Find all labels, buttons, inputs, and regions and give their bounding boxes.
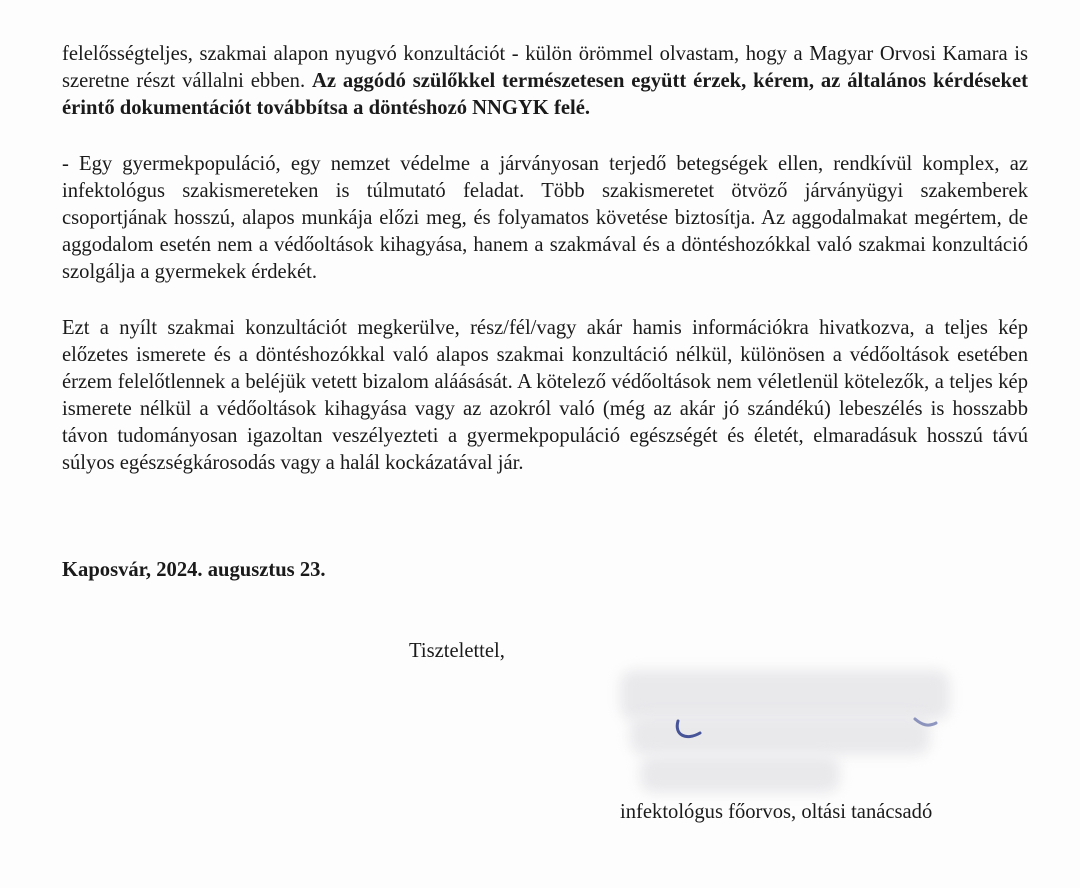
paragraph-1-bold: Az aggódó szülőkkel természetesen együtt érzek, kérem, az általános kérdéseket érintő dokumentációt továbbítsa a döntéshozó NNGYK felé.: [62, 70, 1028, 119]
date-line: Kaposvár, 2024. augusztus 23.: [62, 559, 326, 581]
redacted-signature: [620, 660, 960, 800]
paragraph-2: - Egy gyermekpopuláció, egy nemzet védelme a járványosan terjedő betegségek ellen, rendkívül komplex, az infektológus szakismereteken is túlmutató feladat. Több szakismeretet ötvöző járványügyi szakemberek csoportjának hosszú, alapos munkája előzi meg, és folyamatos követése biztosítja. Az aggodalmakat megértem, de aggodalom esetén nem a védőoltások kihagyása, hanem a szakmával és a döntéshozókkal való szakmai konzultáció szolgálja a gyermekek érdekét.: [62, 153, 1028, 283]
signature-ink-icon: [660, 715, 940, 755]
paragraph-3: Ezt a nyílt szakmai konzultációt megkerülve, rész/fél/vagy akár hamis információkra hivatkozva, a teljes kép előzetes ismerete és a döntéshozókkal való alapos szakmai konzultáció nélkül, különösen a védőoltások esetében érzem felelőtlennek a beléjük vetett bizalom aláásását. A kötelező védőoltások nem véletlenül kötelezők, a teljes kép ismerete nélkül a védőoltások kihagyása vagy az azokról való (még az akár jó szándékú) lebeszélés is hosszabb távon tudományosan igazoltan veszélyezteti a gyermekpopuláció egészségét és életét, elmaradásuk hosszú távú súlyos egészségkárosodás vagy a halál kockázatával jár.: [62, 317, 1028, 474]
paragraph-1: [62, 41, 1028, 122]
redaction-block-top: [620, 670, 950, 720]
closing-salutation: Tisztelettel,: [409, 640, 505, 662]
signer-role: infektológus főorvos, oltási tanácsadó: [620, 801, 933, 823]
redaction-block-bottom: [640, 755, 840, 793]
paragraph-1-normal: felelősségteljes, szakmai alapon nyugvó konzultációt - külön örömmel olvastam, hogy a Magyar Orvosi Kamara is szeretne részt vállalni ebben.: [62, 43, 1028, 92]
